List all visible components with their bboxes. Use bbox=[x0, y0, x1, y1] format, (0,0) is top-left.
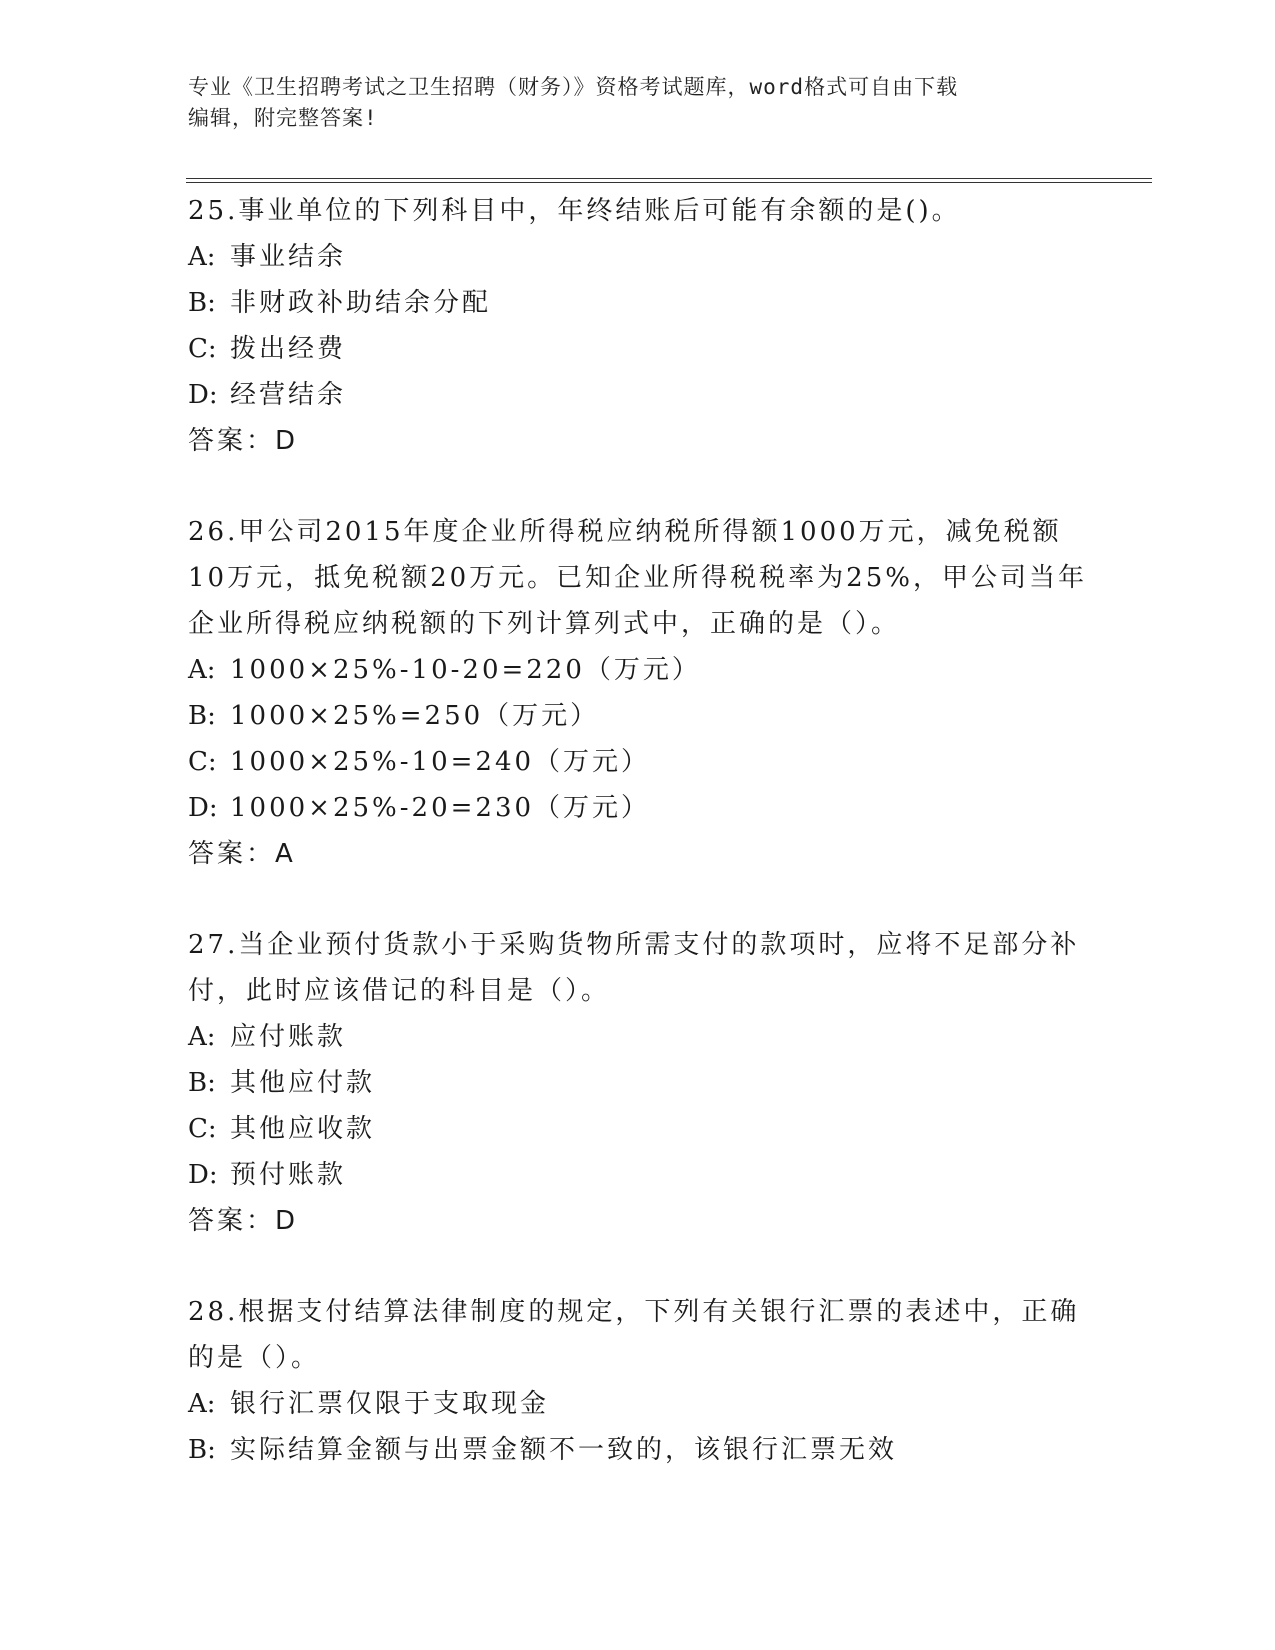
option-letter: D: bbox=[188, 380, 218, 410]
option-letter: B: bbox=[188, 701, 216, 731]
option-text: 其他应收款 bbox=[230, 1114, 376, 1144]
answer bbox=[188, 418, 1088, 464]
option-text: 非财政补助结余分配 bbox=[230, 288, 492, 318]
option-letter: B: bbox=[188, 1068, 216, 1098]
question-text: 28.根据支付结算法律制度的规定，下列有关银行汇票的表述中，正确的是（）。 bbox=[188, 1297, 1080, 1373]
answer bbox=[188, 1198, 1088, 1244]
answer-value: D bbox=[275, 1206, 299, 1236]
option-c bbox=[188, 326, 1088, 372]
question-text: 26.甲公司2015年度企业所得税应纳税所得额1000万元，减免税额10万元，抵免税额20万元。已知企业所得税税率为25%，甲公司当年企业所得税应纳税额的下列计算列式中，正确的是（）。 bbox=[188, 517, 1087, 639]
option-text: 经营结余 bbox=[230, 380, 347, 410]
option-d bbox=[188, 1152, 1088, 1198]
option-text: 1000×25%=250（万元） bbox=[230, 701, 600, 731]
option-text: 1000×25%-20=230（万元） bbox=[230, 793, 651, 823]
option-b bbox=[188, 1060, 1088, 1106]
option-d bbox=[188, 372, 1088, 418]
option-letter: A: bbox=[188, 1389, 216, 1419]
header-line-1: 专业《卫生招聘考试之卫生招聘（财务）》资格考试题库，word格式可自由下载 bbox=[188, 75, 959, 99]
option-text: 应付账款 bbox=[230, 1022, 347, 1052]
option-text: 实际结算金额与出票金额不一致的，该银行汇票无效 bbox=[230, 1435, 898, 1465]
option-letter: A: bbox=[188, 242, 216, 272]
header-divider bbox=[186, 178, 1152, 179]
option-c bbox=[188, 1106, 1088, 1152]
option-text: 预付账款 bbox=[230, 1160, 347, 1190]
option-b bbox=[188, 1427, 1088, 1473]
question-text: 27.当企业预付货款小于采购货物所需支付的款项时，应将不足部分补付，此时应该借记的科目是（）。 bbox=[188, 930, 1080, 1006]
document-header bbox=[188, 72, 1088, 134]
option-c bbox=[188, 739, 1088, 785]
header-line-2: 编辑，附完整答案! bbox=[188, 106, 378, 130]
answer-value: D bbox=[275, 426, 299, 456]
header-divider bbox=[186, 182, 1152, 183]
option-b bbox=[188, 693, 1088, 739]
question-text: 25.事业单位的下列科目中，年终结账后可能有余额的是()。 bbox=[188, 196, 961, 226]
question-27 bbox=[188, 922, 1088, 1244]
option-a bbox=[188, 234, 1088, 280]
option-text: 1000×25%-10=240（万元） bbox=[230, 747, 651, 777]
option-letter: C: bbox=[188, 747, 217, 777]
option-text: 拨出经费 bbox=[230, 334, 347, 364]
option-d bbox=[188, 785, 1088, 831]
question-list bbox=[188, 188, 1088, 1518]
option-letter: A: bbox=[188, 1022, 216, 1052]
option-letter: D: bbox=[188, 1160, 218, 1190]
question-26 bbox=[188, 509, 1088, 877]
option-letter: A: bbox=[188, 655, 216, 685]
option-letter: C: bbox=[188, 334, 217, 364]
option-a bbox=[188, 647, 1088, 693]
option-letter: C: bbox=[188, 1114, 217, 1144]
option-text: 银行汇票仅限于支取现金 bbox=[230, 1389, 550, 1419]
option-a bbox=[188, 1381, 1088, 1427]
option-letter: D: bbox=[188, 793, 218, 823]
option-text: 1000×25%-10-20=220（万元） bbox=[230, 655, 701, 685]
answer-value: A bbox=[275, 839, 296, 869]
answer-label: 答案： bbox=[188, 839, 276, 869]
option-b bbox=[188, 280, 1088, 326]
option-letter: B: bbox=[188, 1435, 216, 1465]
option-a bbox=[188, 1014, 1088, 1060]
question-28 bbox=[188, 1289, 1088, 1473]
answer-label: 答案： bbox=[188, 1206, 276, 1236]
option-letter: B: bbox=[188, 288, 216, 318]
answer-label: 答案： bbox=[188, 426, 276, 456]
option-text: 其他应付款 bbox=[230, 1068, 376, 1098]
option-text: 事业结余 bbox=[230, 242, 347, 272]
answer bbox=[188, 831, 1088, 877]
question-25 bbox=[188, 188, 1088, 464]
